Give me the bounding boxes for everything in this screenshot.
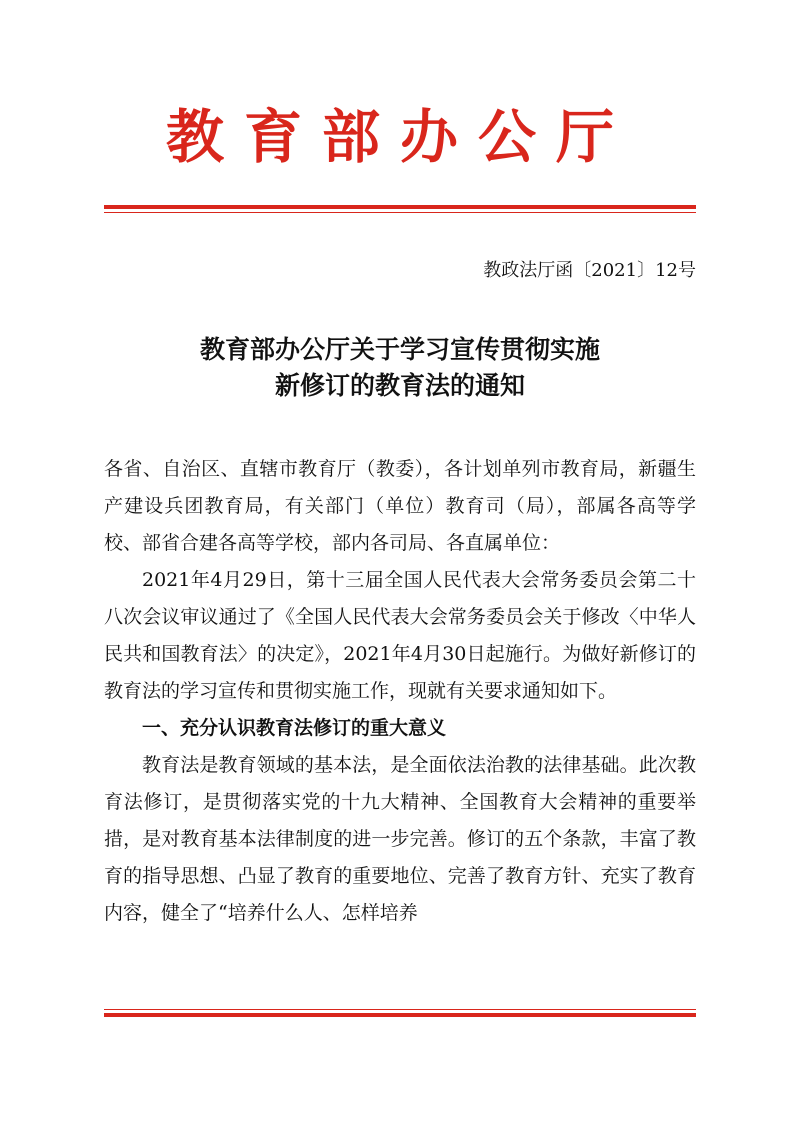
footer-rule-thick: [104, 1013, 696, 1017]
letterhead: 教育部办公厅: [165, 103, 634, 171]
document-number: 教政法厅函〔2021〕12号: [483, 260, 696, 281]
header-rule-thick: [104, 205, 696, 209]
intro-paragraph: 2021年4月29日，第十三届全国人民代表大会常务委员会第二十八次会议审议通过了《全国人民代表大会常务委员会关于修改〈中华人民共和国教育法〉的决定》，2021年4月30日起施行。为做好新修订的教育法的学习宣传和贯彻实施工作，现就有关要求通知如下。: [104, 569, 696, 702]
title-line-1: 教育部办公厅关于学习宣传贯彻实施: [199, 335, 600, 364]
section-1-paragraph: 教育法是教育领域的基本法，是全面依法治教的法律基础。此次教育法修订，是贯彻落实党的十九大精神、全国教育大会精神的重要举措，是对教育基本法律制度的进一步完善。修订的五个条款，丰富了教育的指导思想、凸显了教育的重要地位、完善了教育方针、充实了教育内容，健全了“培养什么人、怎样培养: [104, 754, 696, 924]
header-rule-thin: [104, 212, 696, 213]
document-title: [0, 332, 800, 404]
addressee: 各省、自治区、直辖市教育厅（教委），各计划单列市教育局，新疆生产建设兵团教育局，有关部门（单位）教育司（局），部属各高等学校、部省合建各高等学校，部内各司局、各直属单位：: [104, 458, 696, 554]
section-heading-1: 一、充分认识教育法修订的重大意义: [142, 717, 447, 739]
document-body: [104, 451, 696, 932]
title-line-2: 新修订的教育法的通知: [274, 371, 525, 400]
footer-rule-thin: [104, 1009, 696, 1010]
